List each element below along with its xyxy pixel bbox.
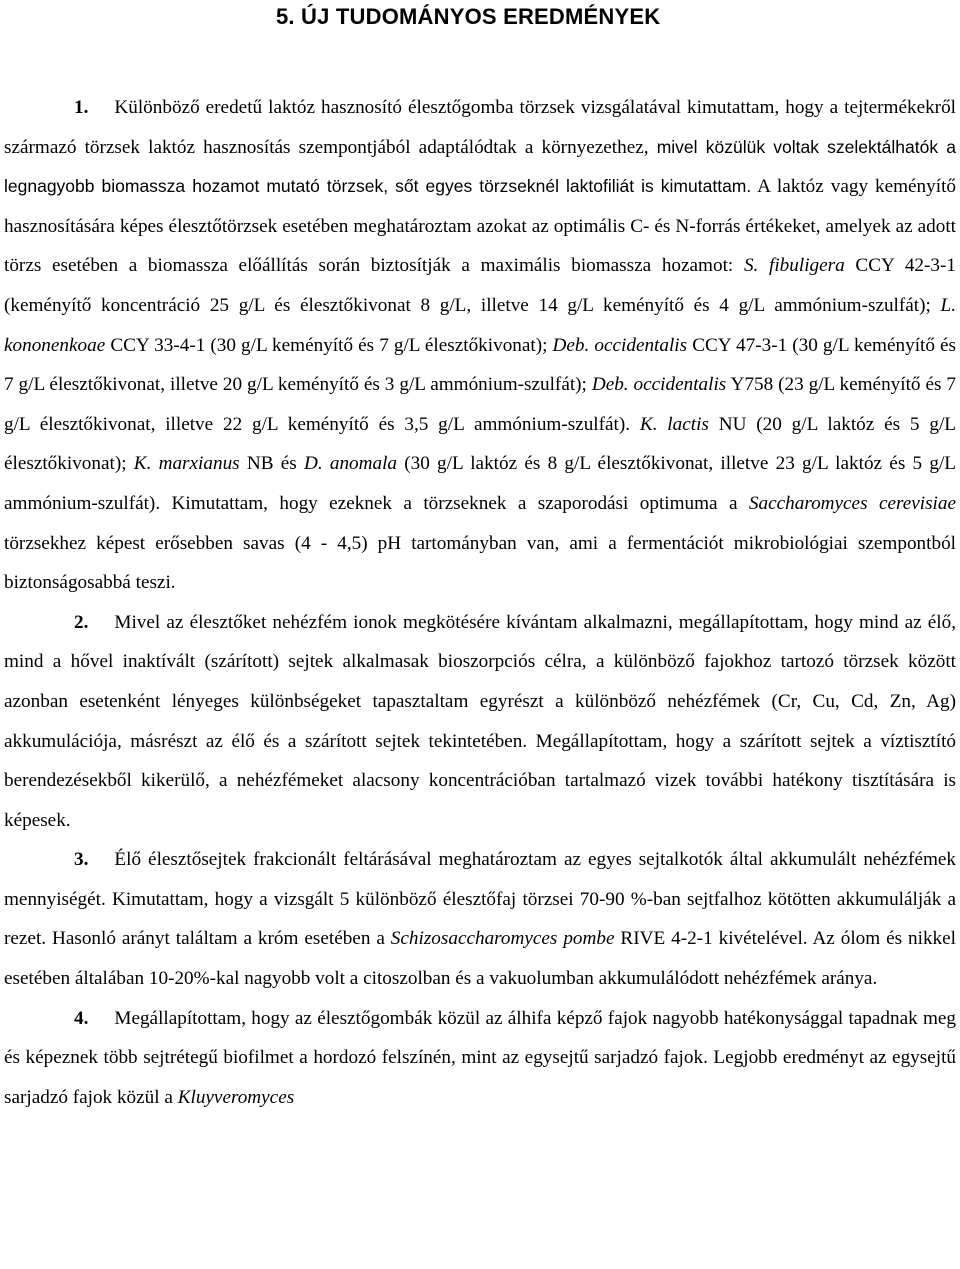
paragraph-number: 4.: [74, 1007, 89, 1029]
page-title: 5. ÚJ TUDOMÁNYOS EREDMÉNYEK: [276, 4, 661, 29]
text-run: Különböző eredetű laktóz hasznosító élesztőgomba törzsek vizsgálatával kimutattam, hogy a tejtermékekről származó törzsek laktóz hasznosítás szempontjából adaptálódtak a környezethez,: [4, 97, 956, 158]
result-paragraph-3: [4, 840, 956, 998]
text-run: NB és: [239, 453, 304, 475]
result-paragraph-2: [4, 603, 956, 841]
text-run: CCY 47-3-1 (30 g/L keményítő és 7 g/L élesztőkivonat, illetve 20 g/L keményítő és 3 g/L ammónium-szulfát);: [4, 334, 957, 396]
result-paragraph-1: [4, 88, 956, 603]
species-name: D. anomala: [303, 453, 398, 475]
text-run: törzsekhez képest erősebben savas (4 - 4,5) pH tartományban van, ami a fermentációt mikrobiológiai szempontból biztonságosabbá teszi.: [4, 532, 956, 594]
species-name: K. lactis: [639, 413, 709, 435]
text-run: Megállapítottam, hogy az élesztőgombák közül az álhifa képző fajok nagyobb hatékonysággal tapadnak meg és képeznek több sejtrétegű biofilmet a hordozó felszínén, mint az egysejtű sarjadzó fajok. Legjobb eredményt az egysejtű sarjadzó fajok közül a: [4, 1007, 956, 1108]
species-name: K. marxianus: [133, 453, 240, 475]
text-run: CCY 42-3-1 (keményítő koncentráció 25 g/L és élesztőkivonat 8 g/L, illetve 14 g/L keményítő és 4 g/L ammónium-szulfát);: [4, 255, 956, 316]
text-run: CCY 33-4-1 (30 g/L keményítő és 7 g/L élesztőkivonat);: [105, 334, 553, 356]
text-run: mivel közülük voltak szelektálhatók a legnagyobb biomassza hozamot mutató törzsek, sőt egyes törzseknél laktofiliát is kimutattam.: [4, 136, 957, 197]
species-name: L. kononenkoae: [4, 294, 956, 356]
species-name: Schizosaccharomyces pombe: [390, 928, 615, 950]
paragraph-number: 1.: [74, 97, 89, 118]
species-name: S. fibuligera: [743, 255, 845, 277]
paragraph-number: 3.: [74, 849, 89, 871]
text-run: (30 g/L laktóz és 8 g/L élesztőkivonat, illetve 23 g/L laktóz és 5 g/L ammónium-szulfát). Kimutattam, hogy ezeknek a törzseknek a szaporodási optimuma a: [4, 453, 956, 514]
paragraph-number: 2.: [74, 611, 89, 633]
text-run: Y758 (23 g/L keményítő és 7 g/L élesztőkivonat, illetve 22 g/L keményítő és 3,5 g/L ammónium-szulfát).: [4, 374, 956, 435]
text-run: Élő élesztősejtek frakcionált feltárásával meghatároztam az egyes sejtalkotók által akkumulált nehézfémek mennyiségét. Kimutattam, hogy a vizsgált 5 különböző élesztőfaj törzsei 70-90 %-ban sejtfalhoz kötötten akkumulálják a rezet. Hasonló arányt találtam a króm esetében a: [4, 849, 956, 950]
result-paragraph-4: [4, 999, 956, 1118]
species-name: Kluyveromyces: [177, 1086, 295, 1108]
text-run: A laktóz vagy keményítő hasznosítására képes élesztőtörzsek esetében meghatároztam azokat az optimális C- és N-forrás értékeket, amelyek az adott törzs esetében a biomassza előállítás során biztosítják a maximális biomassza hozamot:: [4, 176, 956, 277]
text-run: NU (20 g/L laktóz és 5 g/L élesztőkivonat);: [4, 413, 956, 475]
species-name: Deb. occidentalis: [552, 334, 688, 356]
species-name: Deb. occidentalis: [591, 374, 727, 396]
text-run: Mivel az élesztőket nehézfém ionok megkötésére kívántam alkalmazni, megállapítottam, hogy mind az élő, mind a hővel inaktívált (szárított) sejtek alkalmasak bioszorpciós célra, a különböző fajokhoz tartozó törzsek között azonban esetenként lényeges különbségeket tapasztaltam egyrészt a különböző nehézfémek (Cr, Cu, Cd, Zn, Ag) akkumulációja, másrészt az élő és a szárított sejtek tekintetében. Megállapítottam, hogy a szárított sejtek a víztisztító berendezésekből kikerülő, a nehézfémeket alacsony koncentrációban tartalmazó vizek további hatékony tisztítására is képesek.: [4, 611, 956, 831]
species-name: Saccharomyces cerevisiae: [748, 492, 956, 514]
text-run: RIVE 4-2-1 kivételével. Az ólom és nikkel esetében általában 10-20%-kal nagyobb volt a citoszolban és a vakuolumban akkumulálódott nehézfémek aránya.: [4, 928, 956, 990]
